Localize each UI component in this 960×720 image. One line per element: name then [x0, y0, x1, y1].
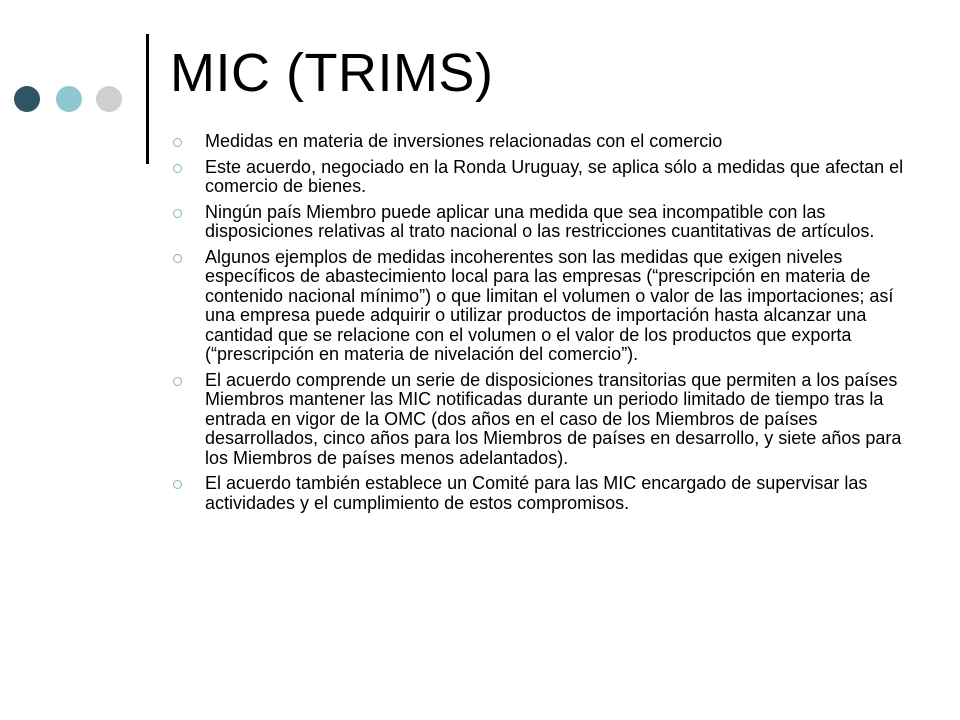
bullet-text: Medidas en materia de inversiones relacionadas con el comercio	[205, 131, 723, 151]
ring-bullet-icon	[173, 377, 182, 386]
ring-bullet-icon	[173, 164, 182, 173]
bullet-text: Ningún país Miembro puede aplicar una medida que sea incompatible con las disposiciones relativas al trato nacional o las restricciones cuantitativas de artículos.	[205, 201, 875, 241]
slide-title: MIC (TRIMS)	[170, 43, 494, 103]
ring-bullet-icon	[173, 480, 182, 489]
bullet-item	[170, 203, 910, 242]
decorative-dots	[14, 86, 124, 114]
ring-bullet-icon	[173, 209, 182, 218]
dark-teal-dot-icon	[14, 86, 40, 112]
bullet-item	[170, 248, 910, 365]
bullet-item	[170, 371, 910, 469]
bullet-text: El acuerdo también establece un Comité para las MIC encargado de supervisar las actividades y el cumplimiento de estos compromisos.	[205, 473, 868, 513]
bullet-text: Este acuerdo, negociado en la Ronda Uruguay, se aplica sólo a medidas que afectan el comercio de bienes.	[205, 156, 904, 196]
bullet-item	[170, 132, 910, 152]
bullet-text: El acuerdo comprende un serie de disposiciones transitorias que permiten a los países Miembros mantener las MIC notificadas durante un periodo limitado de tiempo tras la entrada en vigor de la OMC (dos años en el caso de los Miembros de países desarrollados, cinco años para los Miembros de países en desarrollo, y siete años para los Miembros de países menos adelantados).	[205, 369, 902, 468]
ring-bullet-icon	[173, 138, 182, 147]
bullet-item	[170, 158, 910, 197]
title-divider-line	[146, 34, 149, 164]
bullet-text: Algunos ejemplos de medidas incoherentes son las medidas que exigen niveles específicos de abastecimiento local para las empresas (“prescripción en materia de contenido nacional mínimo”) o que limitan el volumen o valor de las importaciones; así una empresa puede adquirir o utilizar productos de importación hasta alcanzar una cantidad que se relacione con el volumen o el valor de los productos que exporta (“prescripción en materia de nivelación del comercio”).	[205, 246, 894, 364]
light-teal-dot-icon	[56, 86, 82, 112]
bullet-list	[170, 132, 910, 519]
bullet-item	[170, 474, 910, 513]
gray-dot-icon	[96, 86, 122, 112]
ring-bullet-icon	[173, 254, 182, 263]
